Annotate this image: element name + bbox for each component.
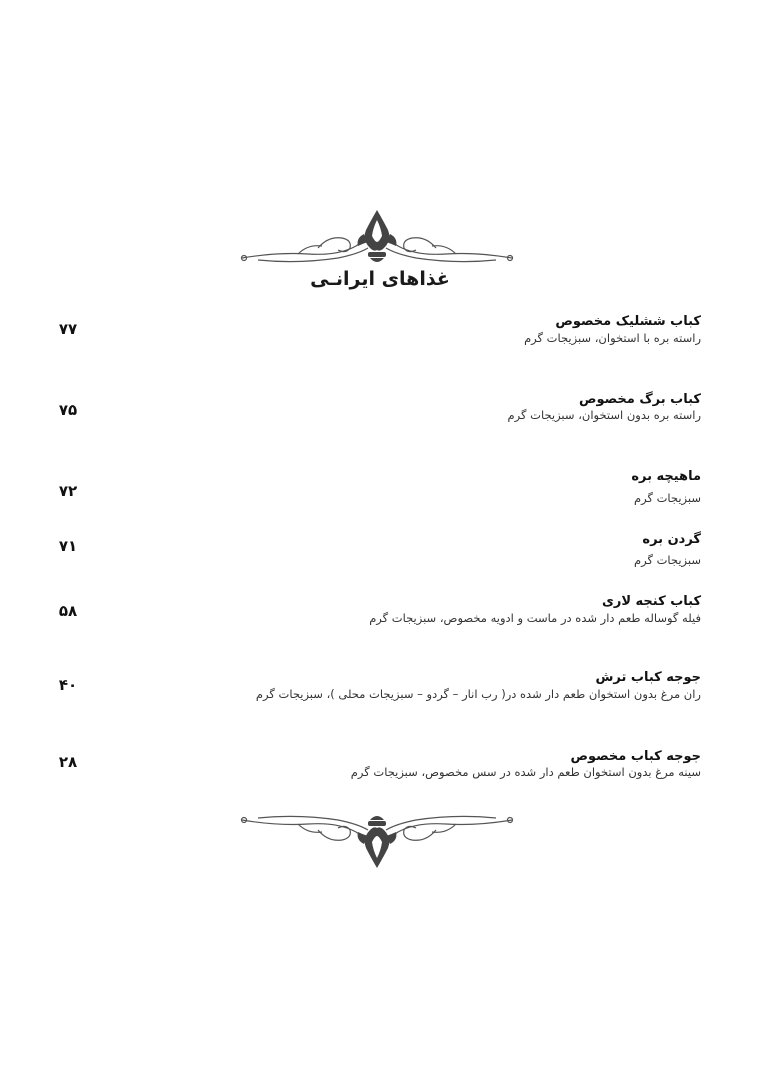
item-description: ران مرغ بدون استخوان طعم دار شده در( رب انار – گردو – سبزیجات محلی )، سبزیجات گرم — [255, 687, 701, 701]
item-price: ۷۷ — [58, 320, 78, 338]
top-ornament — [238, 208, 516, 268]
item-name: گردن بره — [642, 532, 701, 547]
item-description: راسته بره با استخوان، سبزیجات گرم — [524, 331, 701, 345]
item-description: فیله گوساله طعم دار شده در ماست و ادویه مخصوص، سبزیجات گرم — [369, 611, 701, 625]
item-name: جوجه کباب ترش — [595, 670, 701, 685]
item-name: کباب برگ مخصوص — [578, 392, 701, 407]
item-price: ۷۱ — [58, 537, 78, 555]
item-name: ماهیچه بره — [631, 469, 701, 484]
item-description: سبزیجات گرم — [633, 553, 701, 567]
bottom-ornament — [238, 800, 516, 860]
item-description: راسته بره بدون استخوان، سبزیجات گرم — [507, 408, 701, 422]
item-description: سبزیجات گرم — [633, 491, 701, 505]
item-name: کباب کنجه لاری — [601, 594, 701, 609]
item-description: سینه مرغ بدون استخوان طعم دار شده در سس مخصوص، سبزیجات گرم — [350, 765, 701, 779]
item-price: ۷۲ — [58, 482, 78, 500]
item-price: ۷۵ — [58, 401, 78, 419]
item-name: جوجه کباب مخصوص — [570, 749, 701, 764]
item-price: ۵۸ — [58, 602, 78, 620]
item-price: ۲۸ — [58, 753, 78, 771]
page-title: غذاهای ایرانـی — [310, 268, 450, 290]
item-price: ۴۰ — [58, 676, 78, 694]
item-name: کباب ششلیک مخصوص — [555, 314, 701, 329]
